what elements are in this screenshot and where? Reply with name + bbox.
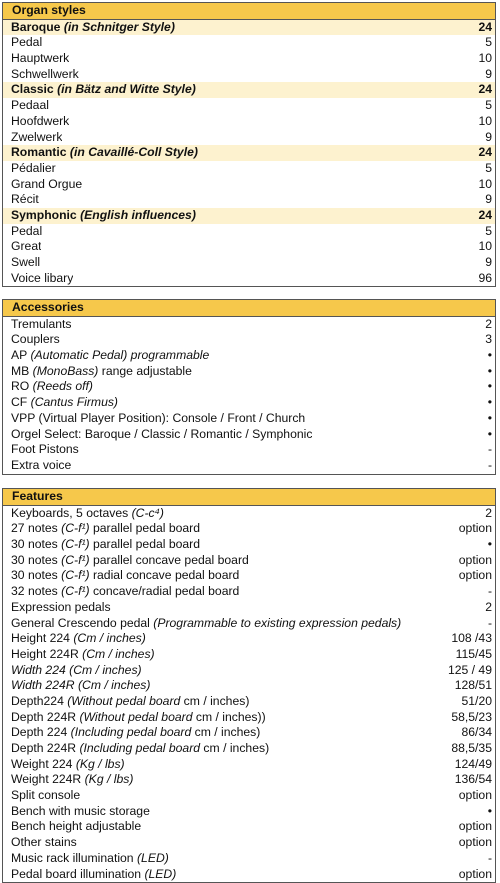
row-value: option: [458, 819, 492, 834]
row-label-text: Depth 224: [11, 725, 71, 740]
table-row: [3, 725, 495, 741]
table-row: [3, 255, 495, 271]
row-label: [11, 98, 49, 114]
table-row: [3, 67, 495, 83]
row-label-text: Split console: [11, 788, 81, 803]
row-label: [11, 130, 62, 146]
row-label-text: Classic: [11, 82, 58, 97]
row-value: 5: [485, 160, 492, 175]
row-label-suffix: parallel pedal board: [89, 521, 201, 536]
row-label: [11, 317, 72, 333]
table-row: [3, 678, 495, 694]
row-label-text: 32 notes: [11, 584, 62, 599]
row-label-text: Hoofdwerk: [11, 113, 70, 128]
row-value: 2: [485, 599, 492, 614]
table-title-label: Organ styles: [12, 3, 86, 17]
row-label-text: Baroque: [11, 19, 64, 34]
row-label-text: 27 notes: [11, 521, 62, 536]
table-row: [3, 788, 495, 804]
row-label-text: Depth224: [11, 693, 68, 708]
row-label: [11, 208, 196, 224]
row-label: [11, 114, 69, 130]
table-row: [3, 694, 495, 710]
row-label-text: Voice libary: [11, 270, 74, 285]
row-label: [11, 804, 150, 820]
table-row: [3, 98, 495, 114]
row-label-suffix: range adjustable: [98, 363, 192, 378]
table-row: [3, 130, 495, 146]
row-value: 10: [478, 176, 492, 191]
table-title-label: Features: [12, 489, 63, 503]
row-value: 2: [485, 505, 492, 520]
row-label: [11, 20, 175, 36]
table-row: [3, 224, 495, 240]
row-value: •: [487, 426, 492, 441]
row-label-italic: (C-f¹): [61, 521, 90, 536]
row-label-text: AP: [11, 348, 31, 363]
table-row: [3, 395, 495, 411]
row-label-italic: (Without pedal board: [79, 709, 193, 724]
row-label-text: Pedal board illumination: [11, 866, 145, 881]
row-label: [11, 364, 192, 380]
row-label-text: Depth 224R: [11, 741, 80, 755]
row-label-text: Weight 224: [11, 756, 76, 771]
row-label-suffix: cm / inches): [180, 693, 250, 708]
table-row: [3, 851, 495, 867]
row-value: 5: [485, 98, 492, 113]
row-label-italic: (Cm / inches): [82, 646, 155, 661]
table-row: [3, 458, 495, 474]
row-value: -: [487, 850, 492, 865]
row-label-text: Depth 224R: [11, 709, 80, 724]
row-label: [11, 145, 198, 161]
table-row: [3, 411, 495, 427]
row-value: 9: [485, 129, 492, 144]
row-label-text: 30 notes: [11, 537, 62, 552]
row-value: 136/54: [454, 772, 492, 787]
row-label: [11, 51, 69, 67]
group-row: [3, 145, 495, 161]
table-row: [3, 35, 495, 51]
row-label-italic: (Including pedal board: [79, 741, 201, 755]
row-label: [11, 663, 142, 679]
row-value: •: [487, 410, 492, 425]
table-row: [3, 442, 495, 458]
row-value: •: [487, 803, 492, 818]
row-label-italic: (Without pedal board: [67, 693, 181, 708]
row-label-suffix: radial concave pedal board: [89, 568, 240, 583]
row-label-italic: (C-f¹): [61, 552, 90, 567]
row-label-text: Height 224R: [11, 646, 83, 661]
row-label-italic: (Programmable to existing expression pedals): [153, 615, 402, 630]
table-row: [3, 427, 495, 443]
table-row: [3, 553, 495, 569]
row-label-italic: (C-f¹): [61, 568, 90, 583]
row-value: 24: [478, 19, 492, 34]
table-row: [3, 772, 495, 788]
table-row: [3, 192, 495, 208]
row-label-text: Weight 224R: [11, 772, 85, 787]
row-label: [11, 332, 60, 348]
row-label: [11, 177, 82, 193]
row-label-text: VPP (Virtual Player Position): Console / Front / Church: [11, 410, 306, 425]
table-row: [3, 177, 495, 193]
row-label: [11, 411, 305, 427]
row-label-text: Music rack illumination: [11, 850, 137, 865]
table-title: [3, 489, 495, 506]
row-label: [11, 631, 146, 647]
row-value: 24: [478, 207, 492, 222]
row-value: option: [458, 521, 492, 536]
table-row: [3, 663, 495, 679]
row-value: 86/34: [461, 725, 492, 740]
row-label: [11, 67, 79, 83]
row-label: [11, 600, 111, 616]
row-label: [11, 192, 39, 208]
row-label: [11, 616, 401, 632]
row-label: [11, 348, 209, 364]
table-row: [3, 537, 495, 553]
row-label-text: Foot Pistons: [11, 442, 79, 457]
row-label-text: Pédalier: [11, 160, 56, 175]
row-label-italic: (MonoBass): [32, 363, 99, 378]
row-label-text: Couplers: [11, 332, 60, 347]
row-label-italic: (C-f¹): [61, 537, 90, 552]
row-label-italic: (Kg / lbs): [84, 772, 134, 787]
row-value: 51/20: [461, 693, 492, 708]
row-value: 10: [478, 239, 492, 254]
table-row: [3, 51, 495, 67]
table-row: [3, 631, 495, 647]
table-row: [3, 835, 495, 851]
row-label: [11, 725, 260, 741]
row-label-italic: (in Schnitger Style): [63, 19, 175, 34]
row-label-text: RO: [11, 379, 33, 394]
row-label: [11, 867, 176, 883]
table-row: [3, 506, 495, 522]
table-row: [3, 271, 495, 287]
row-value: 3: [485, 332, 492, 347]
row-label-text: Schwellwerk: [11, 66, 79, 81]
row-value: 9: [485, 192, 492, 207]
row-label: [11, 427, 312, 443]
table-row: [3, 521, 495, 537]
row-label-text: MB: [11, 363, 33, 378]
table-row: [3, 317, 495, 333]
row-value: 9: [485, 255, 492, 269]
row-label-text: Grand Orgue: [11, 176, 83, 191]
features-table: [2, 488, 496, 883]
row-label-suffix: concave/radial pedal board: [89, 584, 240, 599]
row-label-italic: (in Cavaillé-Coll Style): [69, 145, 198, 160]
table-row: [3, 819, 495, 835]
row-value: option: [458, 552, 492, 567]
row-value: option: [458, 835, 492, 850]
row-label: [11, 458, 71, 474]
row-value: 96: [478, 270, 492, 285]
row-label-italic: (Automatic Pedal) programmable: [30, 348, 210, 363]
row-label: [11, 819, 141, 835]
group-row: [3, 82, 495, 98]
row-value: 5: [485, 223, 492, 238]
row-value: 115/45: [455, 646, 492, 661]
organ-styles-table: [2, 2, 496, 287]
row-value: 58,5/23: [451, 709, 492, 724]
row-label: [11, 521, 200, 537]
row-label-text: Bench with music storage: [11, 803, 150, 818]
row-value: •: [487, 537, 492, 552]
row-label-text: Romantic: [11, 145, 70, 160]
row-label: [11, 82, 196, 98]
row-label: [11, 239, 41, 255]
row-value: 24: [478, 145, 492, 160]
row-label: [11, 35, 42, 51]
row-label: [11, 161, 56, 177]
row-label-text: General Crescendo pedal: [11, 615, 154, 630]
row-label-text: Swell: [11, 255, 41, 269]
row-value: 2: [485, 316, 492, 331]
row-label-text: Height 224: [11, 631, 74, 646]
row-value: 10: [478, 51, 492, 66]
row-label-suffix: parallel pedal board: [89, 537, 201, 552]
row-label-italic: (in Bätz and Witte Style): [57, 82, 196, 97]
row-label-italic: Width 224R (Cm / inches): [11, 678, 151, 693]
table-row: [3, 568, 495, 584]
row-value: 9: [485, 66, 492, 81]
row-label: [11, 678, 150, 694]
table-row: [3, 364, 495, 380]
row-label-text: Pedal: [11, 35, 43, 50]
row-value: -: [487, 584, 492, 599]
row-value: 125 / 49: [447, 662, 492, 677]
row-label: [11, 772, 133, 788]
row-label: [11, 694, 249, 710]
row-label: [11, 395, 118, 411]
row-label-italic: (C-c⁴): [131, 505, 164, 520]
table-row: [3, 867, 495, 883]
row-label: [11, 710, 266, 726]
row-value: option: [458, 568, 492, 583]
row-value: option: [458, 788, 492, 803]
row-value: 24: [478, 82, 492, 97]
table-title-label: Accessories: [12, 300, 84, 314]
row-label-suffix: cm / inches)): [192, 709, 266, 724]
row-value: 128/51: [454, 678, 492, 693]
table-row: [3, 757, 495, 773]
row-label-italic: Width 224 (Cm / inches): [11, 662, 142, 677]
row-value: •: [487, 363, 492, 378]
row-label: [11, 788, 80, 804]
row-value: -: [487, 457, 492, 472]
row-label: [11, 568, 239, 584]
table-row: [3, 616, 495, 632]
row-label-italic: (Cantus Firmus): [30, 395, 118, 410]
row-label: [11, 271, 73, 287]
row-value: -: [487, 442, 492, 457]
row-value: •: [487, 379, 492, 394]
table-title: [3, 300, 495, 317]
row-label-text: Extra voice: [11, 457, 72, 472]
table-title: [3, 3, 495, 20]
row-label-text: Symphonic: [11, 207, 81, 222]
table-row: [3, 239, 495, 255]
row-value: •: [487, 348, 492, 363]
row-label-suffix: parallel concave pedal board: [89, 552, 249, 567]
table-row: [3, 584, 495, 600]
row-label-text: Expression pedals: [11, 599, 111, 614]
group-row: [3, 208, 495, 224]
row-label-text: Hauptwerk: [11, 51, 70, 66]
row-label-text: 30 notes: [11, 552, 62, 567]
row-label: [11, 835, 77, 851]
row-label-suffix: cm / inches): [200, 741, 270, 755]
row-label: [11, 584, 239, 600]
row-label-italic: (Cm / inches): [73, 631, 146, 646]
row-value: 88,5/35: [451, 741, 492, 755]
row-label: [11, 379, 93, 395]
row-label: [11, 741, 269, 757]
row-label-text: Pedal: [11, 223, 43, 238]
row-label-text: Other stains: [11, 835, 77, 850]
row-label-text: Orgel Select: Baroque / Classic / Romantic / Symphonic: [11, 426, 313, 441]
table-row: [3, 741, 495, 757]
row-label-text: Pedaal: [11, 98, 49, 113]
row-label-italic: (Reeds off): [32, 379, 93, 394]
accessories-table: [2, 299, 496, 475]
row-label: [11, 537, 200, 553]
table-row: [3, 332, 495, 348]
row-value: 10: [478, 113, 492, 128]
table-row: [3, 161, 495, 177]
table-row: [3, 114, 495, 130]
row-value: •: [487, 395, 492, 410]
row-label-text: Zwelwerk: [11, 129, 63, 144]
row-label-text: CF: [11, 395, 31, 410]
row-value: 124/49: [454, 756, 492, 771]
row-label-text: Great: [11, 239, 42, 254]
row-label: [11, 442, 79, 458]
row-label: [11, 224, 42, 240]
row-label: [11, 647, 155, 663]
row-label-text: 30 notes: [11, 568, 62, 583]
table-row: [3, 710, 495, 726]
table-row: [3, 804, 495, 820]
row-label: [11, 255, 40, 271]
row-label: [11, 553, 249, 569]
row-label: [11, 506, 164, 522]
table-row: [3, 600, 495, 616]
row-value: option: [458, 866, 492, 881]
row-label-italic: (LED): [136, 850, 169, 865]
row-label-text: Keyboards, 5 octaves: [11, 505, 132, 520]
table-row: [3, 379, 495, 395]
row-label-italic: (LED): [144, 866, 177, 881]
row-label-suffix: cm / inches): [191, 725, 261, 740]
group-row: [3, 20, 495, 36]
row-label-text: Récit: [11, 192, 39, 207]
row-label: [11, 851, 169, 867]
row-value: 5: [485, 35, 492, 50]
row-value: 108 /43: [451, 631, 492, 646]
row-label-italic: (English influences): [80, 207, 196, 222]
table-row: [3, 348, 495, 364]
row-label: [11, 757, 125, 773]
row-label-italic: (Kg / lbs): [75, 756, 125, 771]
row-label-text: Tremulants: [11, 316, 72, 331]
row-label-italic: (Including pedal board: [70, 725, 192, 740]
row-label-italic: (C-f¹): [61, 584, 90, 599]
table-row: [3, 647, 495, 663]
row-label-text: Bench height adjustable: [11, 819, 142, 834]
row-value: -: [487, 615, 492, 630]
